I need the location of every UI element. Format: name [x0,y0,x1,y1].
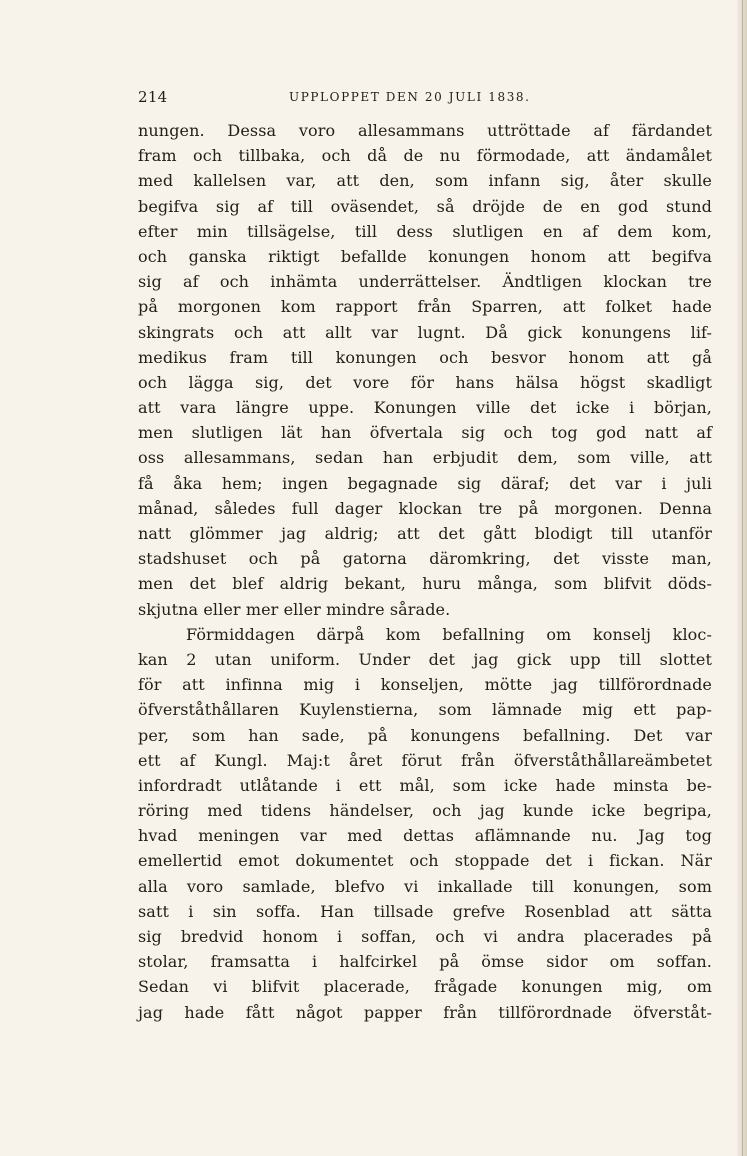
text-line: men det blef aldrig bekant, huru många, som blifvit döds- [138,574,712,594]
text-line: jag hade fått något papper från tillförordnade öfverståt- [138,1002,712,1022]
text-line: emellertid emot dokumentet och stoppade det i fickan. När [138,851,712,871]
text-line: efter min tillsägelse, till dess slutligen en af dem kom, [138,221,712,241]
page-number: 214 [138,88,168,106]
text-line: stadshuset och på gatorna däromkring, det visste man, [138,549,712,569]
text-line: skingrats och att allt var lugnt. Då gick konungens lif- [138,322,712,342]
text-line: satt i sin soffa. Han tillsade grefve Rosenblad att sätta [138,901,712,921]
text-line: ett af Kungl. Maj:t året förut från öfverståthållareämbetet [138,750,712,770]
text-line: sig bredvid honom i soffan, och vi andra placerades på [138,927,712,946]
text-line: att vara längre uppe. Konungen ville det icke i början, [138,398,712,418]
page-edge-line [742,0,743,1156]
paragraph-start-line: Förmiddagen därpå kom befallning om konselj kloc- [186,624,712,644]
text-line: alla voro samlade, blefvo vi inkallade till konungen, som [138,876,712,896]
text-line: stolar, framsatta i halfcirkel på ömse sidor om soffan. [138,952,712,972]
text-line: oss allesammans, sedan han erbjudit dem, som ville, att [138,448,712,468]
body-text [138,118,712,1025]
text-line: medikus fram till konungen och besvor honom att gå [138,347,712,367]
text-line: fram och tillbaka, och då de nu förmodade, att ändamålet [138,146,712,166]
paragraph-end-line: skjutna eller mer eller mindre sårade. [138,599,451,619]
text-line: kan 2 utan uniform. Under det jag gick upp till slottet [138,649,712,669]
text-line: få åka hem; ingen begagnade sig däraf; det var i juli [138,473,712,493]
text-line: begifva sig af till oväsendet, så dröjde de en god stund [138,196,712,216]
text-line: månad, således full dager klockan tre på morgonen. Denna [138,498,712,518]
text-line: på morgonen kom rapport från Sparren, att folket hade [138,297,712,317]
text-line: hvad meningen var med dettas aflämnande nu. Jag tog [138,826,712,846]
text-line: natt glömmer jag aldrig; att det gått blodigt till utanför [138,524,712,543]
text-line: Sedan vi blifvit placerade, frågade konungen mig, om [138,977,712,997]
text-line: men slutligen lät han öfvertala sig och tog god natt af [138,423,712,443]
running-title: UPPLOPPET DEN 20 JULI 1838. [289,90,531,104]
text-line: och ganska riktigt befallde konungen honom att begifva [138,246,712,266]
text-line: nungen. Dessa voro allesammans uttröttade af färdandet [138,121,712,140]
text-line: med kallelsen var, att den, som infann sig, åter skulle [138,171,712,191]
text-line: röring med tidens händelser, och jag kunde icke begripa, [138,801,712,821]
page-header [138,88,712,112]
text-line: per, som han sade, på konungens befallning. Det var [138,725,712,745]
text-line: sig af och inhämta underrättelser. Ändtligen klockan tre [138,272,712,292]
text-line: öfverståthållaren Kuylenstierna, som lämnade mig ett pap- [138,700,712,720]
text-line: för att infinna mig i konseljen, mötte jag tillförordnade [138,675,712,695]
text-line: infordradt utlåtande i ett mål, som icke hade minsta be- [138,775,712,795]
text-line: och lägga sig, det vore för hans hälsa högst skadligt [138,372,712,392]
